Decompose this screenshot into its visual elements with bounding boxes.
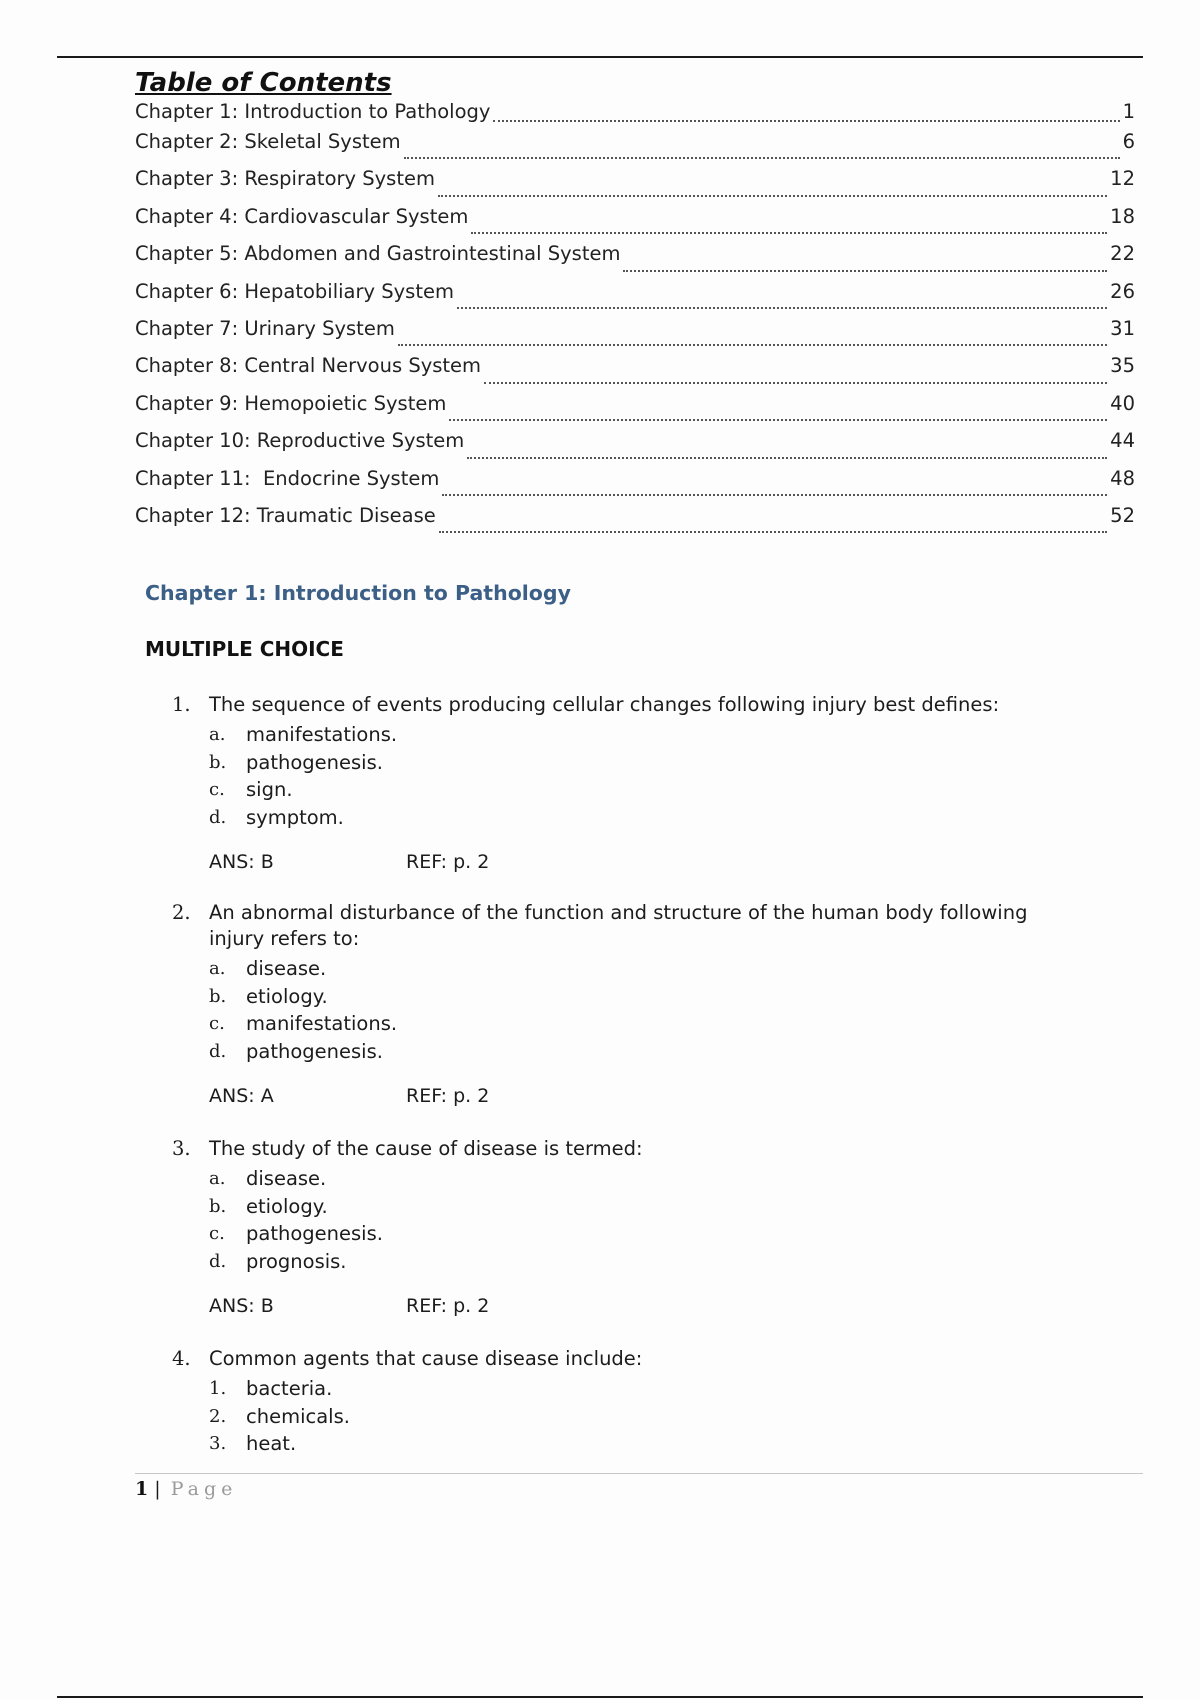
toc-entry[interactable]	[135, 467, 1135, 504]
option-letter: a.	[209, 958, 226, 980]
toc-entry[interactable]	[135, 317, 1135, 354]
question-number: 2.	[172, 901, 191, 924]
toc-entry-page: 12	[1110, 167, 1135, 191]
answer-option	[209, 1038, 1092, 1066]
question-text: The study of the cause of disease is termed:	[209, 1137, 643, 1160]
toc-dot-leader	[439, 530, 1107, 533]
answer-label: ANS: B	[209, 1295, 274, 1317]
answer-option	[209, 1220, 1092, 1248]
question-stem	[172, 1346, 1092, 1372]
page-number: 1	[135, 1478, 149, 1500]
answer-option	[209, 1165, 1092, 1193]
toc-dot-leader	[484, 381, 1107, 384]
toc-dot-leader	[442, 493, 1107, 496]
toc-dot-leader	[467, 456, 1107, 459]
toc-entry-page: 1	[1122, 100, 1135, 123]
toc-entry-label: Chapter 12: Traumatic Disease	[135, 503, 436, 527]
toc-entry[interactable]	[135, 392, 1135, 429]
option-text: etiology.	[246, 1194, 328, 1218]
question-stem	[172, 900, 1092, 952]
toc-entry[interactable]	[135, 100, 1135, 130]
option-number: 1.	[209, 1378, 227, 1400]
option-letter: b.	[209, 985, 227, 1007]
toc-entry[interactable]	[135, 205, 1135, 242]
option-number: 2.	[209, 1405, 227, 1427]
option-text: chemicals.	[246, 1404, 350, 1428]
section-heading: MULTIPLE CHOICE	[145, 637, 344, 661]
answer-key	[209, 1085, 1092, 1107]
toc-dot-leader	[449, 418, 1107, 421]
toc-dot-leader	[438, 194, 1107, 197]
question	[172, 1346, 1092, 1458]
toc-entry-page: 48	[1110, 466, 1135, 490]
reference-label: REF: p. 2	[406, 851, 490, 873]
toc-entry-label: Chapter 7: Urinary System	[135, 316, 395, 340]
answer-options	[209, 1165, 1092, 1275]
bottom-rule	[57, 1696, 1143, 1698]
page-word: Page	[170, 1478, 238, 1500]
toc-entry-page: 31	[1110, 316, 1135, 340]
option-letter: a.	[209, 724, 226, 746]
answer-label: ANS: B	[209, 851, 274, 873]
option-letter: c.	[209, 779, 225, 801]
answer-options	[209, 955, 1092, 1065]
option-letter: c.	[209, 1223, 225, 1245]
toc-entry-page: 40	[1110, 391, 1135, 415]
answer-option	[209, 1010, 1092, 1038]
option-letter: b.	[209, 751, 227, 773]
question-stem	[172, 1136, 1092, 1162]
toc-entry[interactable]	[135, 354, 1135, 391]
toc-dot-leader	[404, 156, 1120, 159]
option-text: bacteria.	[246, 1377, 333, 1401]
option-letter: d.	[209, 1250, 227, 1272]
footer-separator: |	[154, 1478, 161, 1500]
answer-label: ANS: A	[209, 1085, 274, 1107]
answer-key	[209, 1295, 1092, 1317]
toc-entry-label: Chapter 6: Hepatobiliary System	[135, 279, 454, 303]
footer-rule	[135, 1473, 1143, 1474]
top-rule	[57, 56, 1143, 58]
answer-option	[209, 1375, 1092, 1403]
toc-entry-page: 35	[1110, 354, 1135, 378]
toc-entry-page: 22	[1110, 242, 1135, 266]
answer-option	[209, 804, 1092, 832]
option-letter: b.	[209, 1195, 227, 1217]
option-text: manifestations.	[246, 1012, 398, 1036]
option-text: pathogenesis.	[246, 1039, 383, 1063]
answer-option	[209, 749, 1092, 777]
option-text: manifestations.	[246, 723, 398, 747]
answer-option	[209, 721, 1092, 749]
question	[172, 692, 1092, 873]
option-text: etiology.	[246, 984, 328, 1008]
toc-entry[interactable]	[135, 130, 1135, 167]
answer-option	[209, 776, 1092, 804]
toc-entry-page: 6	[1122, 130, 1135, 153]
toc-dot-leader	[623, 269, 1107, 272]
toc-list	[135, 100, 1135, 541]
toc-entry-label: Chapter 2: Skeletal System	[135, 130, 401, 153]
toc-entry-label: Chapter 10: Reproductive System	[135, 429, 465, 453]
toc-entry-page: 26	[1110, 279, 1135, 303]
answer-option	[209, 983, 1092, 1011]
chapter-heading: Chapter 1: Introduction to Pathology	[145, 581, 571, 605]
toc-dot-leader	[457, 306, 1107, 309]
toc-entry[interactable]	[135, 280, 1135, 317]
toc-entry-page: 52	[1110, 503, 1135, 527]
answer-options	[209, 1375, 1092, 1458]
question-text: The sequence of events producing cellular changes following injury best defines:	[209, 693, 1000, 716]
toc-entry-label: Chapter 8: Central Nervous System	[135, 354, 482, 378]
question	[172, 1136, 1092, 1317]
answer-key	[209, 851, 1092, 873]
toc-entry-page: 18	[1110, 204, 1135, 228]
question-text: Common agents that cause disease include:	[209, 1347, 643, 1370]
answer-option	[209, 1248, 1092, 1276]
reference-label: REF: p. 2	[406, 1295, 490, 1317]
answer-options	[209, 721, 1092, 831]
toc-entry-label: Chapter 11: Endocrine System	[135, 466, 440, 490]
toc-dot-leader	[398, 343, 1107, 346]
option-text: pathogenesis.	[246, 750, 383, 774]
table-of-contents	[135, 66, 1135, 541]
toc-dot-leader	[471, 231, 1107, 234]
toc-dot-leader	[493, 119, 1119, 122]
toc-entry-label: Chapter 3: Respiratory System	[135, 167, 435, 191]
option-text: pathogenesis.	[246, 1222, 383, 1246]
option-text: disease.	[246, 957, 327, 981]
toc-entry[interactable]	[135, 167, 1135, 204]
answer-option	[209, 1403, 1092, 1431]
reference-label: REF: p. 2	[406, 1085, 490, 1107]
page-footer	[135, 1478, 237, 1500]
option-letter: c.	[209, 1013, 225, 1035]
question-stem	[172, 692, 1092, 718]
question-number: 3.	[172, 1137, 191, 1160]
answer-option	[209, 955, 1092, 983]
question-number: 4.	[172, 1347, 191, 1370]
option-letter: d.	[209, 1040, 227, 1062]
toc-entry[interactable]	[135, 429, 1135, 466]
option-letter: a.	[209, 1168, 226, 1190]
toc-entry-page: 44	[1110, 429, 1135, 453]
question-number: 1.	[172, 693, 191, 716]
toc-entry-label: Chapter 4: Cardiovascular System	[135, 204, 469, 228]
answer-option	[209, 1430, 1092, 1458]
option-number: 3.	[209, 1433, 227, 1455]
toc-title: Table of Contents	[135, 68, 392, 98]
question-text: An abnormal disturbance of the function and structure of the human body following injury refers to:	[209, 901, 1028, 950]
answer-option	[209, 1193, 1092, 1221]
option-text: disease.	[246, 1167, 327, 1191]
toc-entry-label: Chapter 5: Abdomen and Gastrointestinal System	[135, 242, 621, 266]
option-text: heat.	[246, 1432, 297, 1456]
toc-entry[interactable]	[135, 242, 1135, 279]
toc-entry-label: Chapter 1: Introduction to Pathology	[135, 100, 491, 123]
option-text: prognosis.	[246, 1249, 347, 1273]
option-text: symptom.	[246, 805, 344, 829]
toc-entry-label: Chapter 9: Hemopoietic System	[135, 391, 447, 415]
question	[172, 900, 1092, 1107]
toc-entry[interactable]	[135, 504, 1135, 541]
option-text: sign.	[246, 778, 293, 802]
option-letter: d.	[209, 806, 227, 828]
